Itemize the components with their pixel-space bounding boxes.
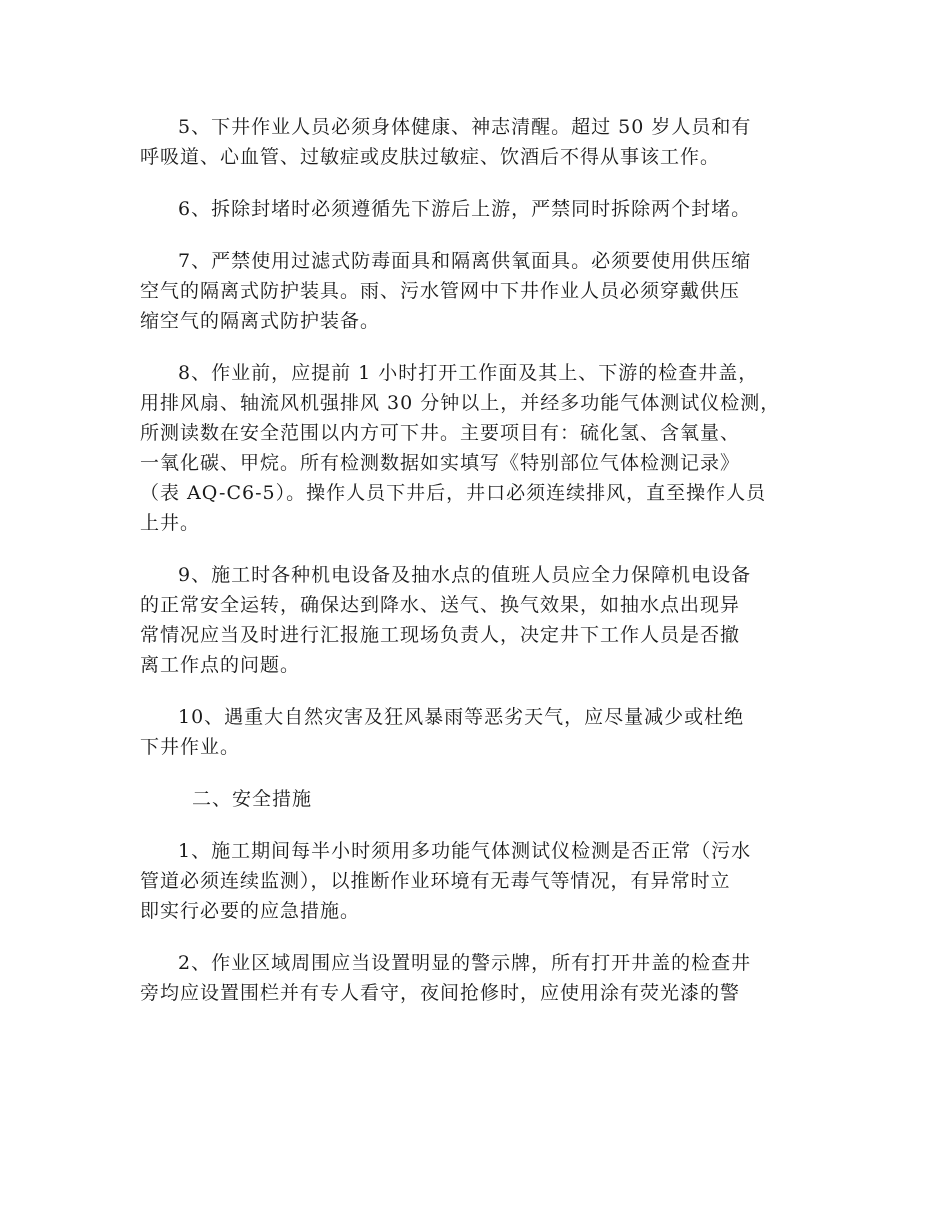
text-line: 10、遇重大自然灾害及狂风暴雨等恶劣天气，应尽量减少或杜绝 <box>178 706 745 728</box>
text-line: 5、下井作业人员必须身体健康、神志清醒。超过 50 岁人员和有 <box>178 116 752 138</box>
paragraph-item-7 <box>140 246 810 336</box>
text-line: 离工作点的问题。 <box>140 654 301 676</box>
text-line: 9、施工时各种机电设备及抽水点的值班人员应全力保障机电设备 <box>178 564 752 586</box>
text-line: 即实行必要的应急措施。 <box>140 900 361 922</box>
text-line: 所测读数在安全范围以内方可下井。主要项目有：硫化氢、含氧量、 <box>140 422 741 444</box>
section-paragraph-2 <box>140 948 810 1008</box>
text-line: 1、施工期间每半小时须用多功能气体测试仪检测是否正常（污水 <box>178 840 752 862</box>
paragraph-item-9 <box>140 560 810 680</box>
text-line: 常情况应当及时进行汇报施工现场负责人，决定井下工作人员是否撤 <box>140 624 741 646</box>
text-line: 一氧化碳、甲烷。所有检测数据如实填写《特别部位气体检测记录》 <box>140 452 741 474</box>
text-line: 呼吸道、心血管、过敏症或皮肤过敏症、饮酒后不得从事该工作。 <box>140 146 721 168</box>
text-line: 6、拆除封堵时必须遵循先下游后上游，严禁同时拆除两个封堵。 <box>178 198 752 220</box>
section-paragraph-1 <box>140 836 810 926</box>
text-line: 管道必须连续监测），以推断作业环境有无毒气等情况，有异常时立 <box>140 870 731 892</box>
text-line: 2、作业区域周围应当设置明显的警示牌，所有打开井盖的检查井 <box>178 952 752 974</box>
paragraph-item-5 <box>140 112 810 172</box>
text-line: 下井作业。 <box>140 736 241 758</box>
text-line: （表 AQ-C6-5）。操作人员下井后，井口必须连续排风，直至操作人员 <box>140 482 767 504</box>
text-line: 上井。 <box>140 512 201 534</box>
text-line: 7、严禁使用过滤式防毒面具和隔离供氧面具。必须要使用供压缩 <box>178 250 752 272</box>
text-line: 旁均应设置围栏并有专人看守，夜间抢修时，应使用涂有荧光漆的警 <box>140 982 741 1004</box>
section-heading: 二、安全措施 <box>192 788 313 810</box>
paragraph-item-6 <box>140 194 810 224</box>
text-line: 空气的隔离式防护装具。雨、污水管网中下井作业人员必须穿戴供压 <box>140 280 741 302</box>
text-line: 缩空气的隔离式防护装备。 <box>140 310 381 332</box>
text-line: 8、作业前，应提前 1 小时打开工作面及其上、下游的检查井盖， <box>178 362 759 384</box>
paragraph-item-10 <box>140 702 810 762</box>
paragraph-item-8 <box>140 358 810 538</box>
text-line: 的正常安全运转，确保达到降水、送气、换气效果，如抽水点出现异 <box>140 594 741 616</box>
text-line: 用排风扇、轴流风机强排风 30 分钟以上，并经多功能气体测试仪检测， <box>140 392 781 414</box>
document-body <box>140 112 810 1030</box>
